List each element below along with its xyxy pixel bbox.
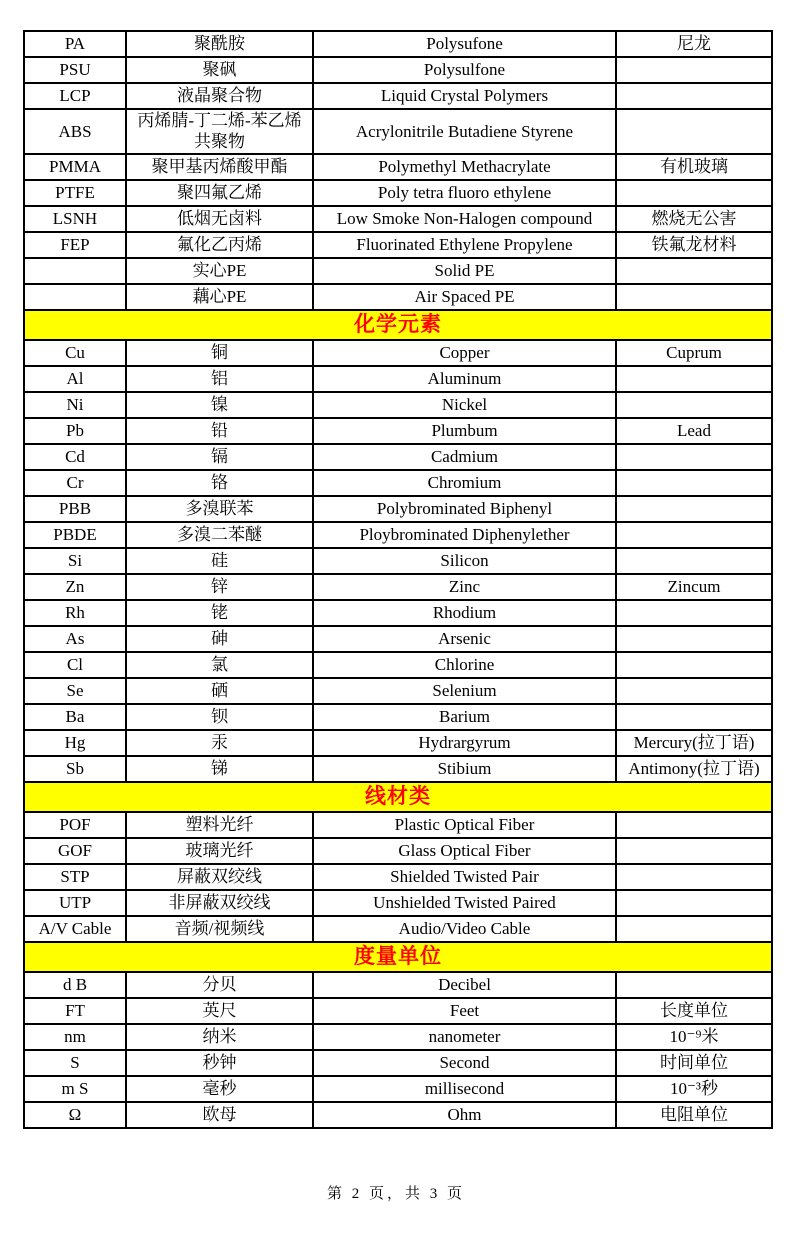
chinese-name-cell: 多溴联苯 [126,496,313,522]
table-row [24,258,772,284]
abbreviation-cell: PBDE [24,522,126,548]
table-row [24,890,772,916]
section-header-row [24,942,772,972]
english-name-cell: Cadmium [313,444,616,470]
abbreviation-cell: d B [24,972,126,998]
chinese-name-cell: 钡 [126,704,313,730]
note-cell [616,652,772,678]
english-name-cell: Feet [313,998,616,1024]
abbreviation-cell: PMMA [24,154,126,180]
note-cell: Zincum [616,574,772,600]
abbreviation-cell: PSU [24,57,126,83]
note-cell [616,180,772,206]
table-row [24,998,772,1024]
table-row [24,1050,772,1076]
note-cell: 燃烧无公害 [616,206,772,232]
glossary-table [23,30,773,1129]
english-name-cell: Acrylonitrile Butadiene Styrene [313,109,616,154]
table-row [24,678,772,704]
abbreviation-cell: Ni [24,392,126,418]
abbreviation-cell: UTP [24,890,126,916]
page-number-footer: 第 2 页，共 3 页 [326,1186,465,1202]
table-row [24,730,772,756]
english-name-cell: Plastic Optical Fiber [313,812,616,838]
note-cell [616,57,772,83]
english-name-cell: Polysufone [313,31,616,57]
abbreviation-cell: Zn [24,574,126,600]
english-name-cell: Zinc [313,574,616,600]
table-row [24,206,772,232]
abbreviation-cell: A/V Cable [24,916,126,942]
chinese-name-cell: 纳米 [126,1024,313,1050]
note-cell: Cuprum [616,340,772,366]
note-cell [616,392,772,418]
note-cell [616,470,772,496]
chinese-name-cell: 铜 [126,340,313,366]
table-row [24,864,772,890]
note-cell: 长度单位 [616,998,772,1024]
note-cell: 有机玻璃 [616,154,772,180]
chinese-name-cell: 聚四氟乙烯 [126,180,313,206]
note-cell [616,626,772,652]
chinese-name-cell: 藕心PE [126,284,313,310]
table-row [24,916,772,942]
english-name-cell: Unshielded Twisted Paired [313,890,616,916]
chinese-name-cell: 锑 [126,756,313,782]
english-name-cell: Solid PE [313,258,616,284]
table-row [24,109,772,154]
note-cell [616,890,772,916]
chinese-name-cell: 非屏蔽双绞线 [126,890,313,916]
chinese-name-cell: 多溴二苯醚 [126,522,313,548]
note-cell: Antimony(拉丁语) [616,756,772,782]
abbreviation-cell: Se [24,678,126,704]
table-row [24,704,772,730]
chinese-name-cell: 音频/视频线 [126,916,313,942]
chinese-name-cell: 锌 [126,574,313,600]
abbreviation-cell: ABS [24,109,126,154]
english-name-cell: Poly tetra fluoro ethylene [313,180,616,206]
chinese-name-cell: 铅 [126,418,313,444]
abbreviation-cell: Pb [24,418,126,444]
abbreviation-cell: Rh [24,600,126,626]
abbreviation-cell: Si [24,548,126,574]
abbreviation-cell: Hg [24,730,126,756]
abbreviation-cell: S [24,1050,126,1076]
note-cell [616,812,772,838]
english-name-cell: nanometer [313,1024,616,1050]
section-header-row [24,782,772,812]
chinese-name-cell: 铬 [126,470,313,496]
note-cell: 铁氟龙材料 [616,232,772,258]
note-cell: 10⁻⁹米 [616,1024,772,1050]
glossary-table-body [24,31,772,1128]
abbreviation-cell [24,258,126,284]
table-row [24,180,772,206]
abbreviation-cell: GOF [24,838,126,864]
abbreviation-cell: Cu [24,340,126,366]
chinese-name-cell: 镍 [126,392,313,418]
english-name-cell: millisecond [313,1076,616,1102]
table-row [24,1076,772,1102]
table-row [24,284,772,310]
note-cell [616,109,772,154]
chinese-name-cell: 实心PE [126,258,313,284]
abbreviation-cell: PA [24,31,126,57]
english-name-cell: Second [313,1050,616,1076]
table-row [24,652,772,678]
section-header: 度量单位 [24,942,772,972]
table-row [24,496,772,522]
abbreviation-cell: m S [24,1076,126,1102]
table-row [24,574,772,600]
table-row [24,626,772,652]
english-name-cell: Stibium [313,756,616,782]
chinese-name-cell: 砷 [126,626,313,652]
note-cell [616,600,772,626]
chinese-name-cell: 氯 [126,652,313,678]
table-row [24,444,772,470]
abbreviation-cell: LCP [24,83,126,109]
english-name-cell: Barium [313,704,616,730]
abbreviation-cell: FEP [24,232,126,258]
chinese-name-cell: 硅 [126,548,313,574]
table-row [24,392,772,418]
abbreviation-cell: PBB [24,496,126,522]
chinese-name-cell: 塑料光纤 [126,812,313,838]
abbreviation-cell: LSNH [24,206,126,232]
chinese-name-cell: 汞 [126,730,313,756]
chinese-name-cell: 屏蔽双绞线 [126,864,313,890]
note-cell: Lead [616,418,772,444]
note-cell [616,678,772,704]
chinese-name-cell: 低烟无卤料 [126,206,313,232]
table-row [24,812,772,838]
section-header: 线材类 [24,782,772,812]
note-cell [616,838,772,864]
chinese-name-cell: 丙烯腈-丁二烯-苯乙烯共聚物 [126,109,313,154]
note-cell [616,258,772,284]
abbreviation-cell: nm [24,1024,126,1050]
english-name-cell: Liquid Crystal Polymers [313,83,616,109]
abbreviation-cell: POF [24,812,126,838]
note-cell: Mercury(拉丁语) [616,730,772,756]
table-row [24,154,772,180]
english-name-cell: Air Spaced PE [313,284,616,310]
note-cell: 10⁻³秒 [616,1076,772,1102]
english-name-cell: Silicon [313,548,616,574]
note-cell [616,284,772,310]
abbreviation-cell: Ω [24,1102,126,1128]
note-cell [616,522,772,548]
chinese-name-cell: 玻璃光纤 [126,838,313,864]
abbreviation-cell [24,284,126,310]
table-row [24,57,772,83]
english-name-cell: Hydrargyrum [313,730,616,756]
chinese-name-cell: 液晶聚合物 [126,83,313,109]
chinese-name-cell: 聚砜 [126,57,313,83]
chinese-name-cell: 分贝 [126,972,313,998]
english-name-cell: Chromium [313,470,616,496]
chinese-name-cell: 铑 [126,600,313,626]
english-name-cell: Chlorine [313,652,616,678]
note-cell [616,548,772,574]
chinese-name-cell: 硒 [126,678,313,704]
table-row [24,548,772,574]
abbreviation-cell: Al [24,366,126,392]
note-cell [616,496,772,522]
table-row [24,972,772,998]
abbreviation-cell: Cd [24,444,126,470]
chinese-name-cell: 聚甲基丙烯酸甲酯 [126,154,313,180]
note-cell [616,704,772,730]
table-row [24,340,772,366]
english-name-cell: Polymethyl Methacrylate [313,154,616,180]
chinese-name-cell: 铝 [126,366,313,392]
english-name-cell: Audio/Video Cable [313,916,616,942]
table-row [24,366,772,392]
chinese-name-cell: 毫秒 [126,1076,313,1102]
table-row [24,83,772,109]
abbreviation-cell: FT [24,998,126,1024]
note-cell [616,916,772,942]
english-name-cell: Shielded Twisted Pair [313,864,616,890]
note-cell [616,864,772,890]
note-cell [616,444,772,470]
english-name-cell: Copper [313,340,616,366]
english-name-cell: Glass Optical Fiber [313,838,616,864]
chinese-name-cell: 秒钟 [126,1050,313,1076]
table-row [24,522,772,548]
note-cell [616,972,772,998]
english-name-cell: Rhodium [313,600,616,626]
abbreviation-cell: As [24,626,126,652]
table-row [24,756,772,782]
abbreviation-cell: Cl [24,652,126,678]
note-cell [616,83,772,109]
english-name-cell: Polysulfone [313,57,616,83]
english-name-cell: Low Smoke Non-Halogen compound [313,206,616,232]
english-name-cell: Arsenic [313,626,616,652]
english-name-cell: Decibel [313,972,616,998]
chinese-name-cell: 聚酰胺 [126,31,313,57]
chinese-name-cell: 欧母 [126,1102,313,1128]
table-row [24,1024,772,1050]
english-name-cell: Fluorinated Ethylene Propylene [313,232,616,258]
english-name-cell: Plumbum [313,418,616,444]
abbreviation-cell: Sb [24,756,126,782]
note-cell: 时间单位 [616,1050,772,1076]
table-row [24,232,772,258]
english-name-cell: Ploybrominated Diphenylether [313,522,616,548]
chinese-name-cell: 氟化乙丙烯 [126,232,313,258]
abbreviation-cell: Cr [24,470,126,496]
section-header-row [24,310,772,340]
table-row [24,31,772,57]
english-name-cell: Ohm [313,1102,616,1128]
table-row [24,470,772,496]
english-name-cell: Selenium [313,678,616,704]
abbreviation-cell: STP [24,864,126,890]
chinese-name-cell: 英尺 [126,998,313,1024]
table-row [24,418,772,444]
english-name-cell: Nickel [313,392,616,418]
abbreviation-cell: Ba [24,704,126,730]
table-row [24,1102,772,1128]
table-row [24,838,772,864]
section-header: 化学元素 [24,310,772,340]
note-cell: 电阻单位 [616,1102,772,1128]
note-cell: 尼龙 [616,31,772,57]
english-name-cell: Aluminum [313,366,616,392]
abbreviation-cell: PTFE [24,180,126,206]
note-cell [616,366,772,392]
english-name-cell: Polybrominated Biphenyl [313,496,616,522]
table-row [24,600,772,626]
chinese-name-cell: 镉 [126,444,313,470]
